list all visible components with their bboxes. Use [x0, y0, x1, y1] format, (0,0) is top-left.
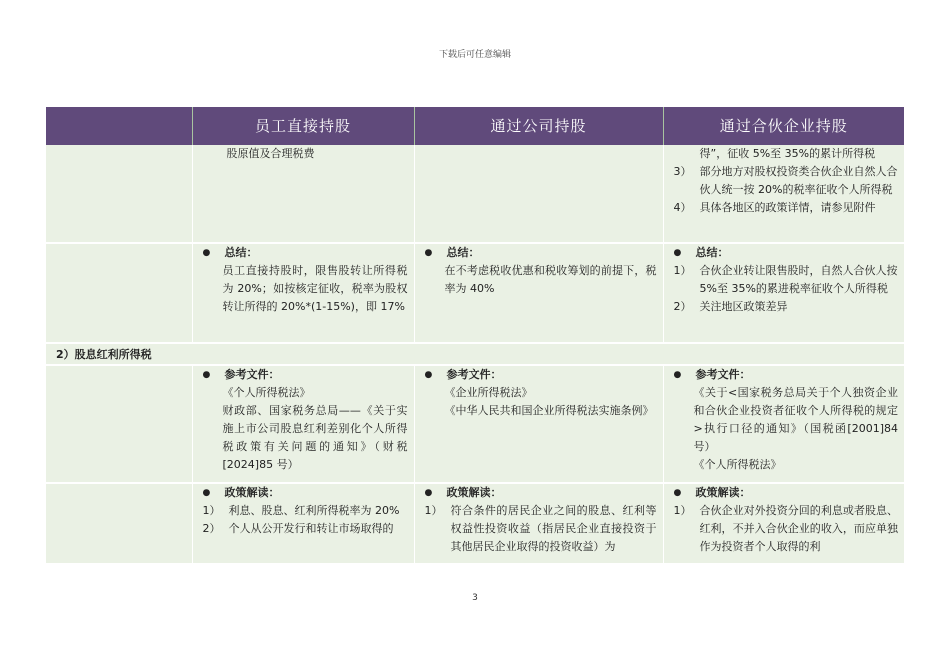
summary-label: 总结： [446, 246, 480, 259]
header-partnership: 通过合伙企业持股 [663, 107, 904, 145]
list-item: 3） 部分地方对股权投资类合伙企业自然人合伙人统一按 20%的税率征收个人所得税 [673, 165, 898, 196]
bullet-icon: ● [202, 248, 211, 258]
summary-label: 总结： [224, 246, 258, 259]
reference-label: 参考文件： [446, 368, 502, 381]
header-company: 通过公司持股 [414, 107, 663, 145]
table-row [46, 365, 904, 483]
reference-label: 参考文件： [224, 368, 280, 381]
policy-label: 政策解读： [446, 486, 502, 499]
reference-item: 《个人所得税法》 [222, 386, 311, 399]
table-row [46, 243, 904, 343]
section-label: 2）股息红利所得税 [46, 343, 904, 365]
list-item: 得”，征收 5%至 35%的累计所得税 [699, 147, 876, 160]
summary-label: 总结： [695, 246, 729, 259]
list-item: 1） 符合条件的居民企业之间的股息、红利等权益性投资收益（指居民企业直接投资于其他居民企业取得的投资收益）为 [424, 504, 657, 553]
list-item: 1） 合伙企业转让限售股时，自然人合伙人按 5%至 35%的累进税率征收个人所得税 [673, 264, 898, 295]
list-item: 1） 利息、股息、红利所得税率为 20% [202, 504, 400, 517]
bullet-icon: ● [424, 370, 433, 380]
comparison-table [46, 107, 904, 563]
bullet-icon: ● [424, 488, 433, 498]
reference-item: 《企业所得税法》 [444, 386, 533, 399]
section-row [46, 343, 904, 365]
bullet-icon: ● [424, 248, 433, 258]
table-row [46, 145, 904, 243]
reference-item: 财政部、国家税务总局——《关于实施上市公司股息红利差别化个人所得税政策有关问题的通知》（财税[2024]85 号） [222, 404, 408, 471]
bullet-icon: ● [673, 370, 682, 380]
page-number: 3 [472, 593, 478, 603]
table-row [46, 483, 904, 563]
list-item: 4） 具体各地区的政策详情，请参见附件 [673, 201, 876, 214]
bullet-icon: ● [673, 488, 682, 498]
list-item: 1） 合伙企业对外投资分回的利息或者股息、红利，不并入合伙企业的收入，而应单独作为投资者个人取得的利 [673, 504, 898, 553]
employee-cont-text: 股原值及合理税费 [226, 147, 315, 160]
bullet-icon: ● [202, 488, 211, 498]
employee-summary: 员工直接持股时，限售股转让所得税为 20%；如按核定征收，税率为股权转让所得的 20%*(1-15%)，即 17% [222, 264, 408, 313]
policy-label: 政策解读： [224, 486, 280, 499]
bullet-icon: ● [202, 370, 211, 380]
table-header-row [46, 107, 904, 145]
header-employee: 员工直接持股 [192, 107, 414, 145]
list-item: 2） 个人从公开发行和转让市场取得的 [202, 522, 394, 535]
reference-item: 《中华人民共和国企业所得税法实施条例》 [444, 404, 654, 417]
company-summary: 在不考虑税收优惠和税收筹划的前提下，税率为 40% [444, 264, 657, 295]
list-item: 2） 关注地区政策差异 [673, 300, 788, 313]
reference-label: 参考文件： [695, 368, 751, 381]
bullet-icon: ● [673, 248, 682, 258]
reference-item: 《关于<国家税务总局关于个人独资企业和合伙企业投资者征收个人所得税的规定>执行口径的通知》（国税函[2001]84 号） [693, 386, 898, 453]
policy-label: 政策解读： [695, 486, 751, 499]
header-note: 下载后可任意编辑 [438, 50, 511, 60]
reference-item: 《个人所得税法》 [693, 458, 782, 471]
header-blank [46, 107, 192, 145]
